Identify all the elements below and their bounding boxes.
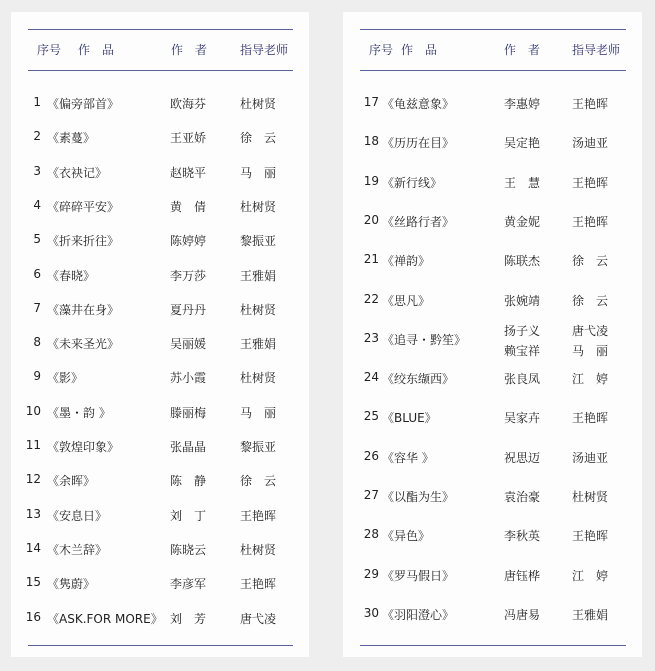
table-row bbox=[343, 567, 642, 606]
work-title: 《影》 bbox=[47, 371, 84, 386]
author-name: 陈 静 bbox=[170, 474, 207, 489]
table-row bbox=[11, 541, 309, 575]
work-title: 《未来圣光》 bbox=[47, 337, 120, 352]
table-row bbox=[11, 507, 309, 541]
advisor-name: 王艳晖 bbox=[572, 175, 609, 190]
table-row bbox=[11, 232, 309, 266]
table-row bbox=[11, 129, 309, 163]
work-title: 《藻井在身》 bbox=[47, 302, 120, 317]
row-index: 11 bbox=[25, 438, 41, 452]
work-title: 《思凡》 bbox=[382, 293, 431, 308]
table-row bbox=[343, 134, 642, 173]
advisor-name: 唐弋凌 bbox=[240, 611, 277, 626]
table-row bbox=[343, 95, 642, 134]
author-name: 李彦军 bbox=[170, 577, 207, 592]
advisor-name: 王艳晖 bbox=[572, 529, 609, 544]
bottom-rule bbox=[28, 645, 293, 646]
advisor-name: 唐弋凌 bbox=[572, 323, 609, 338]
row-index: 21 bbox=[363, 252, 379, 267]
row-index: 20 bbox=[363, 212, 379, 227]
work-title: 《绞东缬西》 bbox=[382, 372, 455, 387]
advisor-name: 王艳晖 bbox=[572, 214, 609, 229]
advisor-name: 王雅娟 bbox=[572, 607, 609, 622]
table-row bbox=[11, 438, 309, 472]
advisor-name: 马 丽 bbox=[240, 165, 277, 180]
advisor-name: 黎振亚 bbox=[240, 234, 277, 249]
author-name: 张良凤 bbox=[504, 372, 541, 387]
work-title: 《龟兹意象》 bbox=[382, 97, 455, 111]
advisor-name: 江 婷 bbox=[572, 568, 609, 583]
work-title: 《墨・韵 》 bbox=[47, 405, 111, 420]
author-name: 吴定艳 bbox=[504, 136, 541, 151]
row-index: 15 bbox=[25, 575, 41, 590]
author-name: 陈婷婷 bbox=[170, 234, 207, 249]
advisor-name: 徐 云 bbox=[240, 474, 277, 489]
table-row bbox=[11, 198, 309, 232]
author-name: 黄 倩 bbox=[170, 199, 207, 214]
author-name: 李万莎 bbox=[170, 268, 207, 283]
header-author: 作 者 bbox=[504, 43, 541, 57]
table-header bbox=[343, 30, 642, 68]
table-row bbox=[343, 606, 642, 645]
row-index: 5 bbox=[33, 232, 41, 247]
row-index: 28 bbox=[363, 527, 379, 542]
advisor-name: 江 婷 bbox=[572, 372, 609, 387]
table-row bbox=[343, 488, 642, 527]
work-title: 《隽蔚》 bbox=[47, 577, 96, 592]
advisor-name: 汤迪亚 bbox=[572, 136, 609, 151]
author-name: 李秋英 bbox=[504, 529, 541, 544]
row-index: 27 bbox=[363, 488, 379, 502]
author-name: 夏丹丹 bbox=[170, 302, 207, 317]
author-name: 赖宝祥 bbox=[504, 343, 541, 358]
advisor-name: 杜树贤 bbox=[572, 490, 609, 504]
right-table-panel bbox=[343, 12, 642, 657]
work-title: 《安息日》 bbox=[47, 508, 108, 523]
table-row bbox=[11, 164, 309, 198]
row-index: 14 bbox=[25, 540, 41, 555]
header-advisor: 指导老师 bbox=[572, 43, 621, 57]
table-row bbox=[11, 575, 309, 609]
work-title: 《禅韵》 bbox=[382, 254, 431, 269]
table-row bbox=[343, 449, 642, 488]
advisor-name: 马 丽 bbox=[572, 343, 609, 358]
header-author: 作 者 bbox=[171, 43, 208, 57]
advisor-name: 徐 云 bbox=[240, 131, 277, 146]
advisor-name: 王艳晖 bbox=[240, 577, 277, 592]
row-index: 19 bbox=[363, 173, 379, 188]
row-index: 13 bbox=[25, 506, 41, 521]
work-title: 《新行线》 bbox=[382, 175, 443, 190]
work-title: 《折来折往》 bbox=[47, 234, 120, 249]
advisor-name: 徐 云 bbox=[572, 254, 609, 269]
table-row bbox=[11, 301, 309, 335]
author-name: 袁治豪 bbox=[504, 490, 541, 504]
table-row bbox=[11, 404, 309, 438]
work-title: 《历历在目》 bbox=[382, 136, 455, 151]
row-index: 25 bbox=[363, 409, 379, 424]
advisor-name: 王艳晖 bbox=[572, 411, 609, 426]
author-name: 吴丽媛 bbox=[170, 337, 207, 352]
advisor-name: 马 丽 bbox=[240, 405, 277, 420]
row-index: 12 bbox=[25, 472, 41, 487]
table-row bbox=[343, 527, 642, 566]
work-title: 《偏旁部首》 bbox=[47, 97, 120, 111]
row-index: 17 bbox=[363, 95, 379, 109]
header-title: 作 品 bbox=[78, 43, 115, 57]
row-index: 4 bbox=[33, 197, 41, 212]
row-index: 6 bbox=[33, 266, 41, 281]
row-index: 30 bbox=[363, 605, 379, 620]
author-name: 王亚娇 bbox=[170, 131, 207, 146]
advisor-name: 杜树贤 bbox=[240, 97, 277, 111]
header-rule bbox=[28, 70, 293, 71]
row-index: 26 bbox=[363, 448, 379, 463]
row-index: 24 bbox=[363, 370, 379, 385]
row-index: 3 bbox=[33, 163, 41, 178]
row-index: 1 bbox=[33, 95, 41, 109]
row-index: 29 bbox=[363, 566, 379, 581]
header-rule bbox=[360, 70, 626, 71]
work-title: 《容华 》 bbox=[382, 450, 434, 465]
author-name: 苏小霞 bbox=[170, 371, 207, 386]
work-title: 《衣袂记》 bbox=[47, 165, 108, 180]
author-name: 滕丽梅 bbox=[170, 405, 207, 420]
work-title: 《碎碎平安》 bbox=[47, 199, 120, 214]
work-title: 《敦煌印象》 bbox=[47, 440, 120, 454]
row-index: 8 bbox=[33, 335, 41, 350]
author-name: 陈晓云 bbox=[170, 542, 207, 557]
advisor-name: 徐 云 bbox=[572, 293, 609, 308]
advisor-name: 黎振亚 bbox=[240, 440, 277, 454]
author-name: 冯唐易 bbox=[504, 607, 541, 622]
header-advisor: 指导老师 bbox=[240, 43, 289, 57]
table-row bbox=[343, 409, 642, 448]
author-name: 刘 芳 bbox=[170, 611, 207, 626]
table-row bbox=[11, 369, 309, 403]
table-row bbox=[343, 174, 642, 213]
work-title: 《追寻・黔笙》 bbox=[382, 332, 467, 347]
bottom-rule bbox=[360, 645, 626, 646]
author-name: 扬子义 bbox=[504, 323, 541, 338]
row-index: 22 bbox=[363, 291, 379, 306]
table-row bbox=[11, 610, 309, 644]
table-row bbox=[11, 95, 309, 129]
advisor-name: 王雅娟 bbox=[240, 337, 277, 352]
work-title: 《春晓》 bbox=[47, 268, 96, 283]
author-name: 祝思迈 bbox=[504, 450, 541, 465]
work-title: 《ASK.FOR MORE》 bbox=[47, 611, 163, 626]
header-title: 作 品 bbox=[401, 43, 438, 57]
header-index: 序号 bbox=[37, 43, 62, 57]
work-title: 《丝路行者》 bbox=[382, 214, 455, 229]
advisor-name: 王艳晖 bbox=[572, 97, 609, 111]
work-title: 《以酯为生》 bbox=[382, 490, 455, 504]
advisor-name: 杜树贤 bbox=[240, 302, 277, 317]
author-name: 吴家卉 bbox=[504, 411, 541, 426]
author-name: 欧海芬 bbox=[170, 97, 207, 111]
work-title: 《异色》 bbox=[382, 529, 431, 544]
header-index: 序号 bbox=[369, 43, 394, 57]
table-header bbox=[11, 30, 309, 68]
advisor-name: 王艳晖 bbox=[240, 508, 277, 523]
table-row bbox=[343, 370, 642, 409]
author-name: 刘 丁 bbox=[170, 508, 207, 523]
row-index: 10 bbox=[25, 403, 41, 418]
table-row bbox=[343, 213, 642, 252]
work-title: 《素蔓》 bbox=[47, 131, 96, 146]
author-name: 黄金妮 bbox=[504, 214, 541, 229]
author-name: 李惠婷 bbox=[504, 97, 541, 111]
advisor-name: 杜树贤 bbox=[240, 199, 277, 214]
table-row bbox=[11, 472, 309, 506]
row-index: 16 bbox=[25, 609, 41, 624]
work-title: 《木兰辞》 bbox=[47, 542, 108, 557]
author-name: 赵晓平 bbox=[170, 165, 207, 180]
row-index: 23 bbox=[363, 330, 379, 345]
table-row bbox=[343, 323, 642, 370]
row-index: 7 bbox=[33, 300, 41, 315]
work-title: 《余晖》 bbox=[47, 474, 96, 489]
row-index: 2 bbox=[33, 129, 41, 144]
author-name: 张晶晶 bbox=[170, 440, 207, 454]
table-row bbox=[11, 267, 309, 301]
table-row bbox=[11, 335, 309, 369]
author-name: 张婉靖 bbox=[504, 293, 541, 308]
row-index: 18 bbox=[363, 134, 379, 149]
advisor-name: 汤迪亚 bbox=[572, 450, 609, 465]
table-row bbox=[343, 252, 642, 291]
advisor-name: 王雅娟 bbox=[240, 268, 277, 283]
author-name: 唐钰桦 bbox=[504, 568, 541, 583]
work-title: 《羽阳澄心》 bbox=[382, 607, 455, 622]
advisor-name: 杜树贤 bbox=[240, 371, 277, 386]
advisor-name: 杜树贤 bbox=[240, 542, 277, 557]
row-index: 9 bbox=[33, 369, 41, 384]
work-title: 《罗马假日》 bbox=[382, 568, 455, 583]
author-name: 王 慧 bbox=[504, 175, 541, 190]
work-title: 《BLUE》 bbox=[382, 411, 437, 426]
left-table-panel bbox=[11, 12, 309, 657]
author-name: 陈联杰 bbox=[504, 254, 541, 269]
